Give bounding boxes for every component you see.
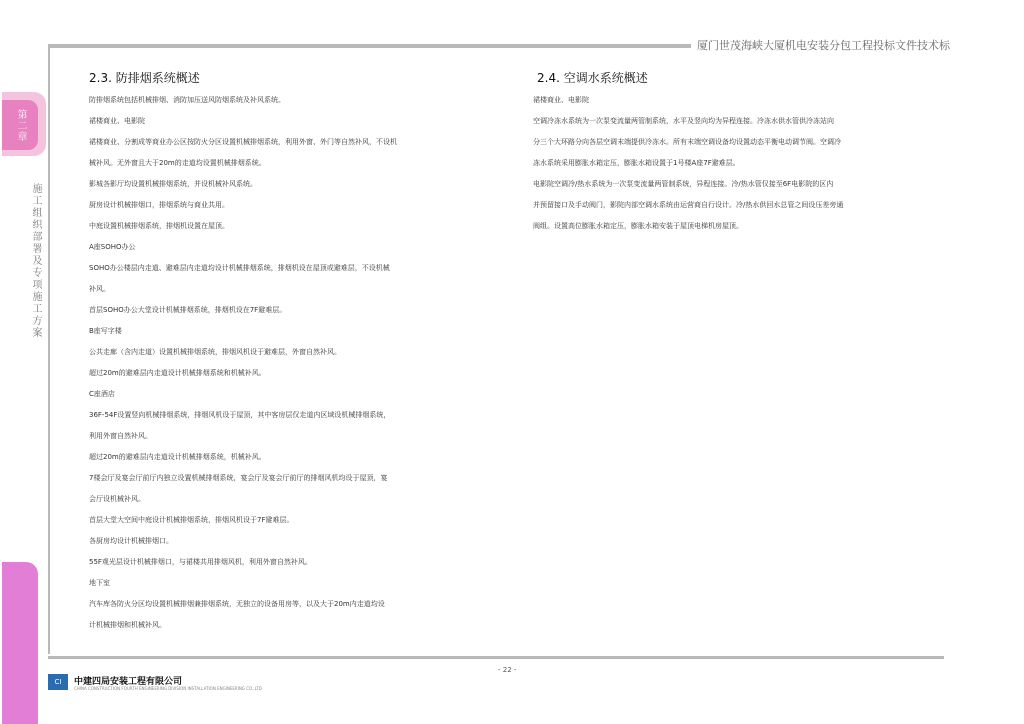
body-line: 影城各影厅均设置机械排烟系统，并设机械补风系统。 [89,180,257,188]
body-line: 超过20m的避难层内走道设计机械排烟系统，机械补风。 [89,453,266,461]
body-line: 首层大堂大空间中庭设计机械排烟系统，排烟风机设于7F避难层。 [89,516,294,524]
body-line: B座写字楼 [89,327,122,335]
body-line: 地下室 [89,579,110,587]
body-line: 7楼会厅及宴会厅前厅内独立设置机械排烟系统，宴会厅及宴会厅前厅的排烟风机均设于屋顶，宴 [89,474,388,482]
chapter-title-vertical: 施工组织部署及专项施工方案 [30,183,41,339]
body-line: 利用外窗自然补风。 [89,432,152,440]
body-line: 裙楼商业、分割成等商业办公区按防火分区设置机械排烟系统，利用外窗、外门等自然补风，不设机 [89,138,397,146]
footer-rule [48,656,944,659]
body-line: 防排烟系统包括机械排烟、消防加压送风防烟系统及补风系统。 [89,96,285,104]
body-line: 中庭设置机械排烟系统，排烟机设置在屋顶。 [89,222,229,230]
body-line: 计机械排烟和机械补风。 [89,621,166,629]
body-line: 裙楼商业、电影院 [533,96,589,104]
company-name: 中建四局安装工程有限公司 [74,677,183,687]
company-logo: CI [48,674,68,690]
bottom-side-tab [2,562,38,724]
body-line: 首层SOHO办公大堂设计机械排烟系统，排烟机设在7F避难层。 [89,306,287,314]
body-line: 械补风。无外窗且大于20m的走道均设置机械排烟系统。 [89,159,266,167]
body-line: 并预留接口及手动阀门，影院内部空调水系统由运营商自行设计。冷/热水供回水总管之间设压差旁通 [533,201,844,209]
body-line: SOHO办公楼层内走道、避难层内走道均设计机械排烟系统，排烟机设在屋顶或避难层，不设机械 [89,264,390,272]
section-title-chilled-water: 2.4. 空调水系统概述 [537,71,648,85]
body-line: 裙楼商业、电影院 [89,117,145,125]
body-line: 36F-54F设置竖向机械排烟系统，排烟风机设于屋顶，其中客房层仅走道内区域设机械排烟系统， [89,411,391,419]
body-line: 分三个大环路分向各层空调末端提供冷冻水。所有末端空调设备均设置动态平衡电动调节阀。空调冷 [533,138,841,146]
body-line: 空调冷冻水系统为一次泵变流量两管制系统，水平及竖向均为异程连接。冷冻水供水管供冷冻站向 [533,117,834,125]
body-line: 会厅设机械补风。 [89,495,145,503]
body-line: 公共走廊（含内走道）设置机械排烟系统，排烟风机设于避难层，外窗自然补风。 [89,348,341,356]
body-line: 电影院空调冷/热水系统为一次泵变流量两管制系统，异程连接。冷/热水管仅接至6F电影院的区内 [533,180,834,188]
body-line: C座酒店 [89,390,115,398]
body-line: 补风。 [89,285,110,293]
document-title: 厦门世茂海峡大厦机电安装分包工程投标文件技术标 [691,39,950,53]
body-line: 汽车库各防火分区均设置机械排烟兼排烟系统，无独立的设备用房等，以及大于20m内走道均设 [89,600,385,608]
body-line: 阀组。设置高位膨胀水箱定压，膨胀水箱安装于屋顶电梯机房屋顶。 [533,222,743,230]
body-line: A座SOHO办公 [89,243,136,251]
body-line: 55F观光层设计机械排烟口，与裙楼共用排烟风机，利用外窗自然补风。 [89,558,312,566]
body-line: 各厨房均设计机械排烟口。 [89,537,173,545]
left-column-body [89,90,469,636]
right-column-body [533,90,921,237]
body-line: 冻水系统采用膨胀水箱定压，膨胀水箱设置于1号楼A座7F避难层。 [533,159,740,167]
company-english-name: CHINA CONSTRUCTION FOURTH ENGINEERING DIVISION INSTALLATION ENGINEERING CO.,LTD [74,686,262,691]
section-title-smoke-control: 2.3. 防排烟系统概述 [89,71,200,85]
chapter-tab: 第二章 [2,100,38,150]
body-line: 超过20m的避难层内走道设计机械排烟系统和机械补风。 [89,369,266,377]
left-margin-rule [48,48,50,654]
page-number: - 22 - [498,666,517,674]
body-line: 厨房设计机械排烟口，排烟系统与商业共用。 [89,201,229,209]
